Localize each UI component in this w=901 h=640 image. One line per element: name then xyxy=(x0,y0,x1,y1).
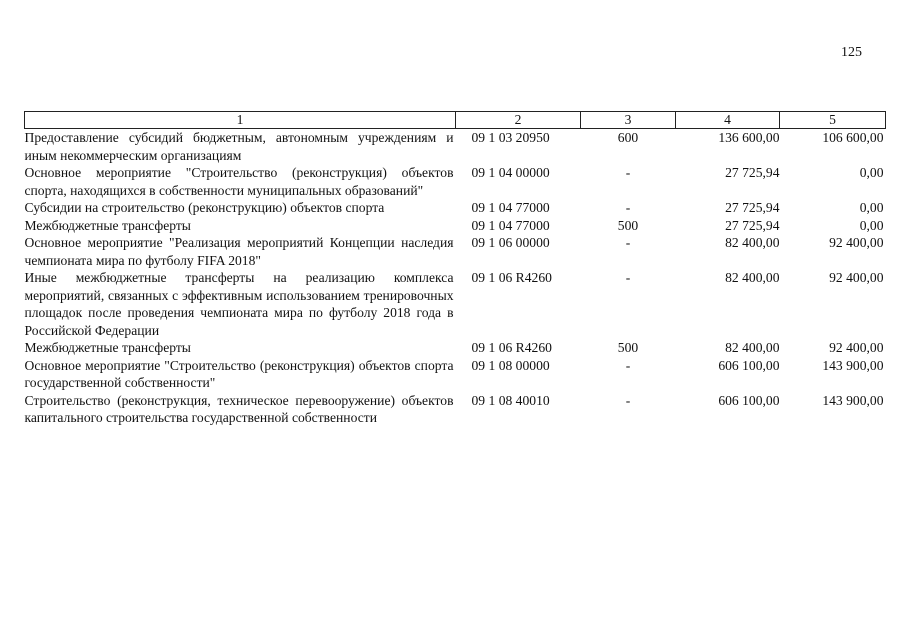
row-name-cell: Межбюджетные трансферты xyxy=(24,217,191,233)
table-row xyxy=(25,357,886,392)
column-header-2: 2 xyxy=(456,112,581,129)
row-type-cell: 500 xyxy=(617,217,639,233)
row-amount-4-cell: 606 100,00 xyxy=(718,392,780,408)
row-amount-5-cell: 92 400,00 xyxy=(829,235,884,250)
page-number: 125 xyxy=(841,45,862,60)
row-type-cell: - xyxy=(625,392,631,408)
budget-table xyxy=(24,111,886,427)
row-name-cell: Субсидии на строительство (реконструкцию) объектов спорта xyxy=(24,200,385,215)
column-header-1: 1 xyxy=(25,112,456,129)
table-row xyxy=(25,339,886,357)
row-amount-5-cell: 143 900,00 xyxy=(822,392,884,408)
row-amount-4-cell: 27 725,94 xyxy=(725,165,780,180)
row-amount-5-cell: 0,00 xyxy=(859,165,884,180)
row-type-cell: - xyxy=(625,165,631,180)
row-amount-5-cell: 0,00 xyxy=(859,217,884,233)
column-header-3: 3 xyxy=(581,112,676,129)
row-code-cell: 09 1 04 00000 xyxy=(471,165,550,180)
row-code-cell: 09 1 04 77000 xyxy=(471,200,550,215)
row-amount-4-cell: 82 400,00 xyxy=(725,235,780,250)
column-header-5: 5 xyxy=(780,112,886,129)
row-type-cell: 500 xyxy=(617,340,639,355)
row-name-cell: Основное мероприятие "Строительство (реконструкция) объектов спорта государственной собственности" xyxy=(24,357,454,390)
column-header-4: 4 xyxy=(676,112,780,129)
row-type-cell: - xyxy=(625,357,631,373)
row-name-cell: Основное мероприятие "Строительство (реконструкция) объектов спорта, находящихся в собственности муниципальных образований" xyxy=(24,165,454,198)
row-amount-4-cell: 606 100,00 xyxy=(718,357,780,373)
row-type-cell: - xyxy=(625,200,631,215)
row-code-cell: 09 1 06 00000 xyxy=(471,235,550,250)
row-amount-4-cell: 82 400,00 xyxy=(725,270,780,285)
row-name-cell: Основное мероприятие "Реализация мероприятий Концепции наследия чемпионата мира по футболу FIFA 2018" xyxy=(24,235,454,268)
row-code-cell: 09 1 03 20950 xyxy=(471,130,550,145)
row-amount-4-cell: 136 600,00 xyxy=(718,130,780,145)
table-row xyxy=(25,129,886,165)
row-code-cell: 09 1 08 40010 xyxy=(471,392,550,408)
table-row xyxy=(25,269,886,339)
row-code-cell: 09 1 04 77000 xyxy=(471,217,550,233)
row-name-cell: Строительство (реконструкция, техническое перевооружение) объектов капитального строительства государственной собственности xyxy=(24,392,454,425)
row-name-cell: Иные межбюджетные трансферты на реализацию комплекса мероприятий, связанных с эффективным использованием тренировочных площадок после проведения чемпионата мира по футболу 2018 года в Российской Федерации xyxy=(24,270,454,338)
row-code-cell: 09 1 06 R4260 xyxy=(471,270,552,285)
row-code-cell: 09 1 06 R4260 xyxy=(471,340,552,355)
row-name-cell: Межбюджетные трансферты xyxy=(24,340,191,355)
row-amount-4-cell: 27 725,94 xyxy=(725,217,780,233)
table-row xyxy=(25,392,886,427)
table-row xyxy=(25,234,886,269)
row-type-cell: - xyxy=(625,235,631,250)
table-row xyxy=(25,199,886,217)
row-type-cell: 600 xyxy=(617,130,639,145)
table-row xyxy=(25,164,886,199)
row-amount-5-cell: 92 400,00 xyxy=(829,340,884,355)
row-amount-4-cell: 27 725,94 xyxy=(725,200,780,215)
row-name-cell: Предоставление субсидий бюджетным, автономным учреждениям и иным некоммерческим организациям xyxy=(24,130,454,163)
row-amount-4-cell: 82 400,00 xyxy=(725,340,780,355)
row-code-cell: 09 1 08 00000 xyxy=(471,357,550,373)
row-amount-5-cell: 0,00 xyxy=(859,200,884,215)
table-header-row xyxy=(25,112,886,129)
row-amount-5-cell: 143 900,00 xyxy=(822,357,884,373)
row-type-cell: - xyxy=(625,270,631,285)
row-amount-5-cell: 106 600,00 xyxy=(822,130,884,145)
table-row xyxy=(25,217,886,235)
row-amount-5-cell: 92 400,00 xyxy=(829,270,884,285)
